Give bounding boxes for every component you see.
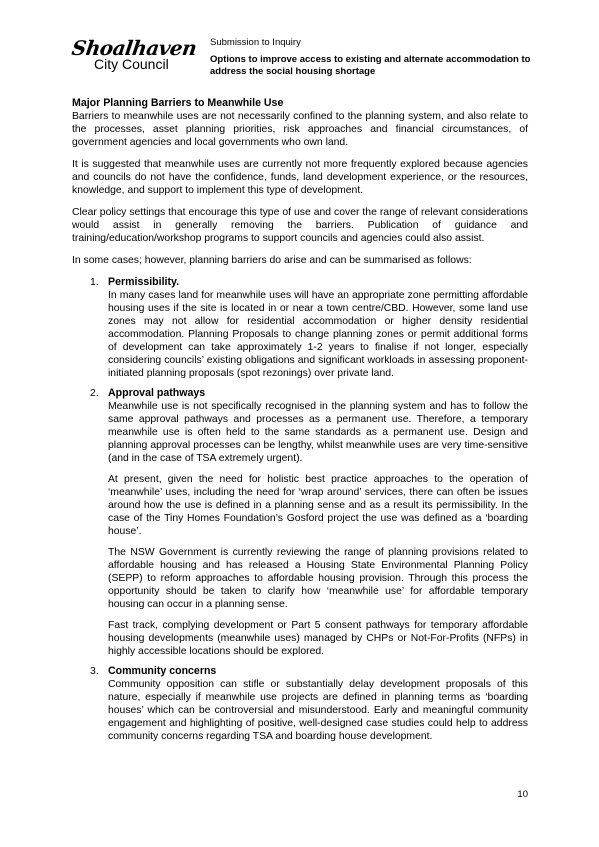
barrier-paragraph: Meanwhile use is not specifically recognised in the planning system and has to follow the same approval pathways and processes as a permanent use. Therefore, a temporary meanwhile use is often held to the same standards as a permanent use. Design and planning approval processes can be lengthy, whilst meanwhile uses are very time-sensitive (and in the case of TSA extremely urgent).	[108, 401, 528, 464]
barrier-paragraph: At present, given the need for holistic best practice approaches to the operation of ‘meanwhile’ uses, including the need for ‘wrap around’ services, there can often be issues around how the use is defined in a planning sense and as a result its permissibility. In the case of the Tiny Homes Foundation’s Gosford project the use was defined as a ‘boarding house’.	[108, 474, 528, 537]
intro-paragraph: In some cases; however, planning barriers do arise and can be summarised as follows:	[72, 255, 472, 266]
barrier-paragraph: Fast track, complying development or Part 5 consent pathways for temporary affordable housing developments (meanwhile uses) managed by CHPs or Not-For-Profits (NFPs) in highly accessible locations should be explored.	[108, 620, 528, 657]
barrier-number: 2.	[90, 388, 99, 399]
page-number: 10	[517, 789, 528, 800]
council-logo	[72, 34, 202, 82]
barrier-item	[72, 276, 528, 380]
barrier-number: 3.	[90, 666, 99, 677]
section-heading: Major Planning Barriers to Meanwhile Use	[72, 97, 284, 109]
intro-paragraph: Clear policy settings that encourage this type of use and cover the range of relevant considerations would assist in generally removing the barriers. Publication of guidance and training/education/workshop programs to support councils and agencies could also assist.	[72, 207, 528, 244]
header-title: Options to improve access to existing and alternate accommodation to address the social housing shortage	[210, 54, 531, 77]
barrier-paragraph: In many cases land for meanwhile uses will have an appropriate zone permitting affordable housing uses if the site is located in or near a town centre/CBD. However, some land use zones may not allow for residential accommodation or higher density residential accommodation. Planning Proposals to change planning zones or permit additional forms of development can take approximately 1-2 years to finalise if not longer, especially considering councils’ existing obligations and significant workloads in assessing proponent-initiated planning proposals (spot rezonings) over private land.	[108, 290, 528, 379]
barrier-item	[72, 665, 528, 743]
intro-paragraph: Barriers to meanwhile uses are not necessarily confined to the planning system, and also relate to the processes, asset planning priorities, risk approaches and financial circumstances, of government agencies and local governments who own land.	[72, 111, 528, 148]
barrier-number: 1.	[90, 277, 99, 288]
barrier-paragraph: Community opposition can stifle or substantially delay development proposals of this nature, especially if meanwhile use projects are defined in planning terms as ‘boarding houses’ which can be controversial and misunderstood. Early and meaningful community engagement and highlighting of positive, well-designed case studies could help to address community concerns regarding TSA and boarding house development.	[108, 679, 528, 742]
header-kicker: Submission to Inquiry	[210, 37, 301, 48]
barrier-paragraph: The NSW Government is currently reviewing the range of planning provisions related to affordable housing and has released a Housing State Environmental Planning Policy (SEPP) to reform approaches to affordable housing provision. Through this process the opportunity should be taken to clarify how ‘meanwhile use’ for affordable temporary housing can occur in a planning sense.	[108, 547, 528, 610]
main-content	[72, 97, 528, 750]
logo-wordmark: Shoalhaven	[70, 36, 198, 60]
intro-paragraph: It is suggested that meanwhile uses are currently not more frequently explored because agencies and councils do not have the confidence, funds, land development experience, or the resources, knowledge, and support to implement this type of development.	[72, 159, 528, 196]
barrier-item	[72, 387, 528, 658]
barriers-list	[72, 276, 528, 743]
barrier-title: Permissibility.	[108, 276, 180, 288]
barrier-title: Community concerns	[108, 665, 217, 677]
barrier-title: Approval pathways	[108, 387, 206, 399]
logo-subtitle: City Council	[94, 56, 169, 72]
